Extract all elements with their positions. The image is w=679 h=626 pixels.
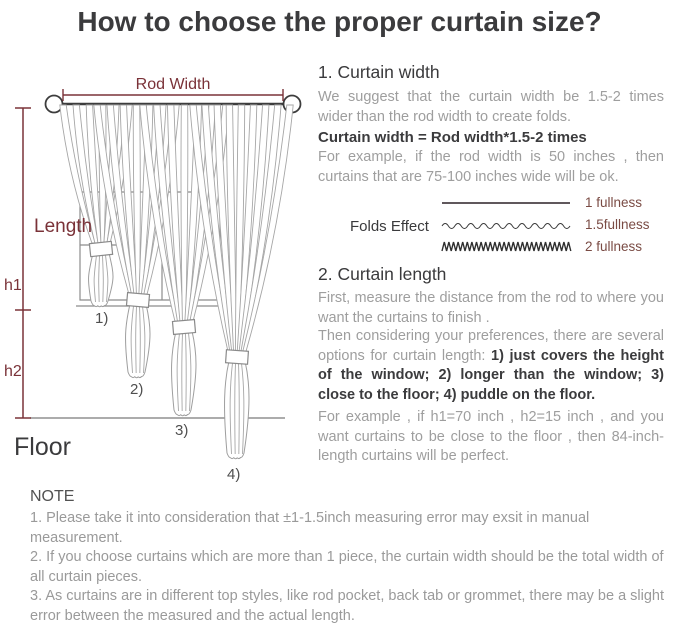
curtain-width-formula: Curtain width = Rod width*1.5-2 times bbox=[318, 129, 587, 146]
fullness-1-5-label: 1.5fullness bbox=[585, 217, 650, 232]
floor-label: Floor bbox=[14, 433, 71, 461]
curtain-line-art bbox=[15, 89, 301, 459]
note-item-1: 1. Please take it into consideration that ±1-1.5inch measuring error may exsit in manual measurement. bbox=[30, 510, 590, 546]
callout-1: 1) bbox=[95, 310, 109, 327]
section-2-example: For example , if h1=70 inch , h2=15 inch , and you want curtains to be close to the floor , then 84-inch-length curtains will be perfect. bbox=[318, 409, 664, 464]
fullness-2-label: 2 fullness bbox=[585, 239, 643, 254]
h1-label: h1 bbox=[4, 277, 22, 294]
length-options-bold: 1) just covers the height of the window; 2) longer than the window; 3) close to the floor; 4) puddle on the floor. bbox=[318, 347, 664, 403]
folds-effect-label: Folds Effect bbox=[350, 218, 429, 235]
section-1-example: For example, if the rod width is 50 inches , then curtains that are 75-100 inches wide will be ok. bbox=[318, 149, 664, 185]
callout-3: 3) bbox=[175, 422, 189, 439]
note-block bbox=[30, 488, 675, 626]
page-title: How to choose the proper curtain size? bbox=[77, 6, 602, 37]
h2-label: h2 bbox=[4, 363, 22, 380]
note-heading: NOTE bbox=[30, 488, 75, 505]
section-2-paragraph-1: First, measure the distance from the rod to where you want the curtains to finish . bbox=[318, 290, 664, 326]
length-label: Length bbox=[34, 216, 93, 237]
curtain-diagram bbox=[0, 60, 320, 500]
rod-width-label: Rod Width bbox=[135, 76, 211, 93]
callout-4: 4) bbox=[227, 466, 241, 483]
note-item-3: 3. As curtains are in different top styles, like rod pocket, back tab or grommet, there may be a slight error between the measured and the actual length. bbox=[30, 588, 665, 624]
section-2-paragraph-2 bbox=[318, 327, 664, 405]
callout-2: 2) bbox=[130, 381, 144, 398]
curtain-diagram-svg bbox=[0, 60, 320, 500]
fullness-1-5-line bbox=[440, 219, 572, 231]
section-1-heading: 1. Curtain width bbox=[318, 62, 440, 82]
length-options-intro: Then considering your preferences, there are several options for curtain length: bbox=[318, 328, 664, 364]
section-2-heading: 2. Curtain length bbox=[318, 264, 447, 284]
fullness-2-line bbox=[440, 240, 572, 254]
fullness-1-line bbox=[440, 197, 572, 209]
section-1-paragraph: We suggest that the curtain width be 1.5-2 times wider than the rod width to create folds. bbox=[318, 89, 664, 125]
note-item-2: 2. If you choose curtains which are more than 1 piece, the curtain width should be the total width of all curtain pieces. bbox=[30, 549, 664, 585]
fullness-1-label: 1 fullness bbox=[585, 195, 643, 210]
